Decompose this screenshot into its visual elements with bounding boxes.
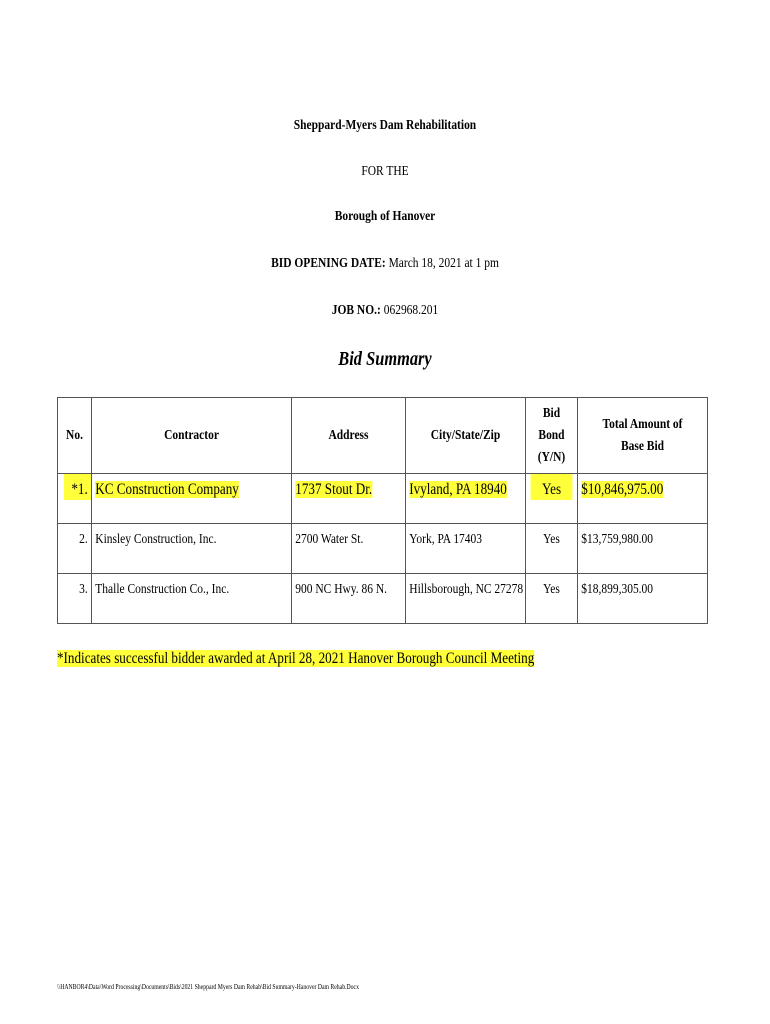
- cell-address: 1737 Stout Dr.: [292, 474, 406, 524]
- table-row: [58, 524, 708, 574]
- cell-total: $18,899,305.00: [578, 574, 708, 624]
- cell-address: 900 NC Hwy. 86 N.: [292, 574, 406, 624]
- bid-summary-table: [57, 397, 708, 624]
- cell-no: *1.: [58, 474, 92, 524]
- table-row: [58, 574, 708, 624]
- cell-city: Ivyland, PA 18940: [406, 474, 526, 524]
- cell-total: $13,759,980.00: [578, 524, 708, 574]
- project-title: Sheppard-Myers Dam Rehabilitation: [293, 118, 477, 133]
- cell-contractor: Thalle Construction Co., Inc.: [92, 574, 292, 624]
- bid-opening-value: March 18, 2021 at 1 pm: [388, 256, 499, 271]
- col-header-address: Address: [292, 398, 406, 474]
- cell-contractor: KC Construction Company: [92, 474, 292, 524]
- cell-city: Hillsborough, NC 27278: [406, 574, 526, 624]
- cell-contractor: Kinsley Construction, Inc.: [92, 524, 292, 574]
- bid-opening-line: [69, 255, 700, 273]
- awarded-bidder-note: *Indicates successful bidder awarded at April 28, 2021 Hanover Borough Council Meeting: [57, 650, 535, 667]
- job-number-label: JOB NO.:: [331, 303, 381, 318]
- job-number-line: [69, 302, 700, 320]
- cell-no: 2.: [58, 524, 92, 574]
- col-header-total: Total Amount of Base Bid: [578, 398, 708, 474]
- col-header-no: No.: [58, 398, 92, 474]
- owner-name: Borough of Hanover: [334, 209, 436, 224]
- bid-opening-label: BID OPENING DATE:: [271, 256, 386, 271]
- col-header-bid-bond: Bid Bond (Y/N): [526, 398, 578, 474]
- bid-summary-title: Bid Summary: [338, 348, 432, 370]
- cell-no: 3.: [58, 574, 92, 624]
- cell-city: York, PA 17403: [406, 524, 526, 574]
- cell-bond: Yes: [526, 574, 578, 624]
- table-header-row: [58, 398, 708, 474]
- cell-total: $10,846,975.00: [578, 474, 708, 524]
- col-header-contractor: Contractor: [92, 398, 292, 474]
- job-number-value: 062968.201: [383, 303, 439, 318]
- cell-address: 2700 Water St.: [292, 524, 406, 574]
- col-header-city: City/State/Zip: [406, 398, 526, 474]
- document-file-path: \\HANBOR4\Data\Word Processing\Documents\Bids\2021 Sheppard Myers Dam Rehab\Bid Summary-Hanover Dam Rehab.Docx: [57, 983, 359, 991]
- for-the-line: FOR THE: [361, 164, 409, 179]
- cell-bond: Yes: [526, 524, 578, 574]
- cell-bond: Yes: [526, 474, 578, 524]
- table-row: [58, 474, 708, 524]
